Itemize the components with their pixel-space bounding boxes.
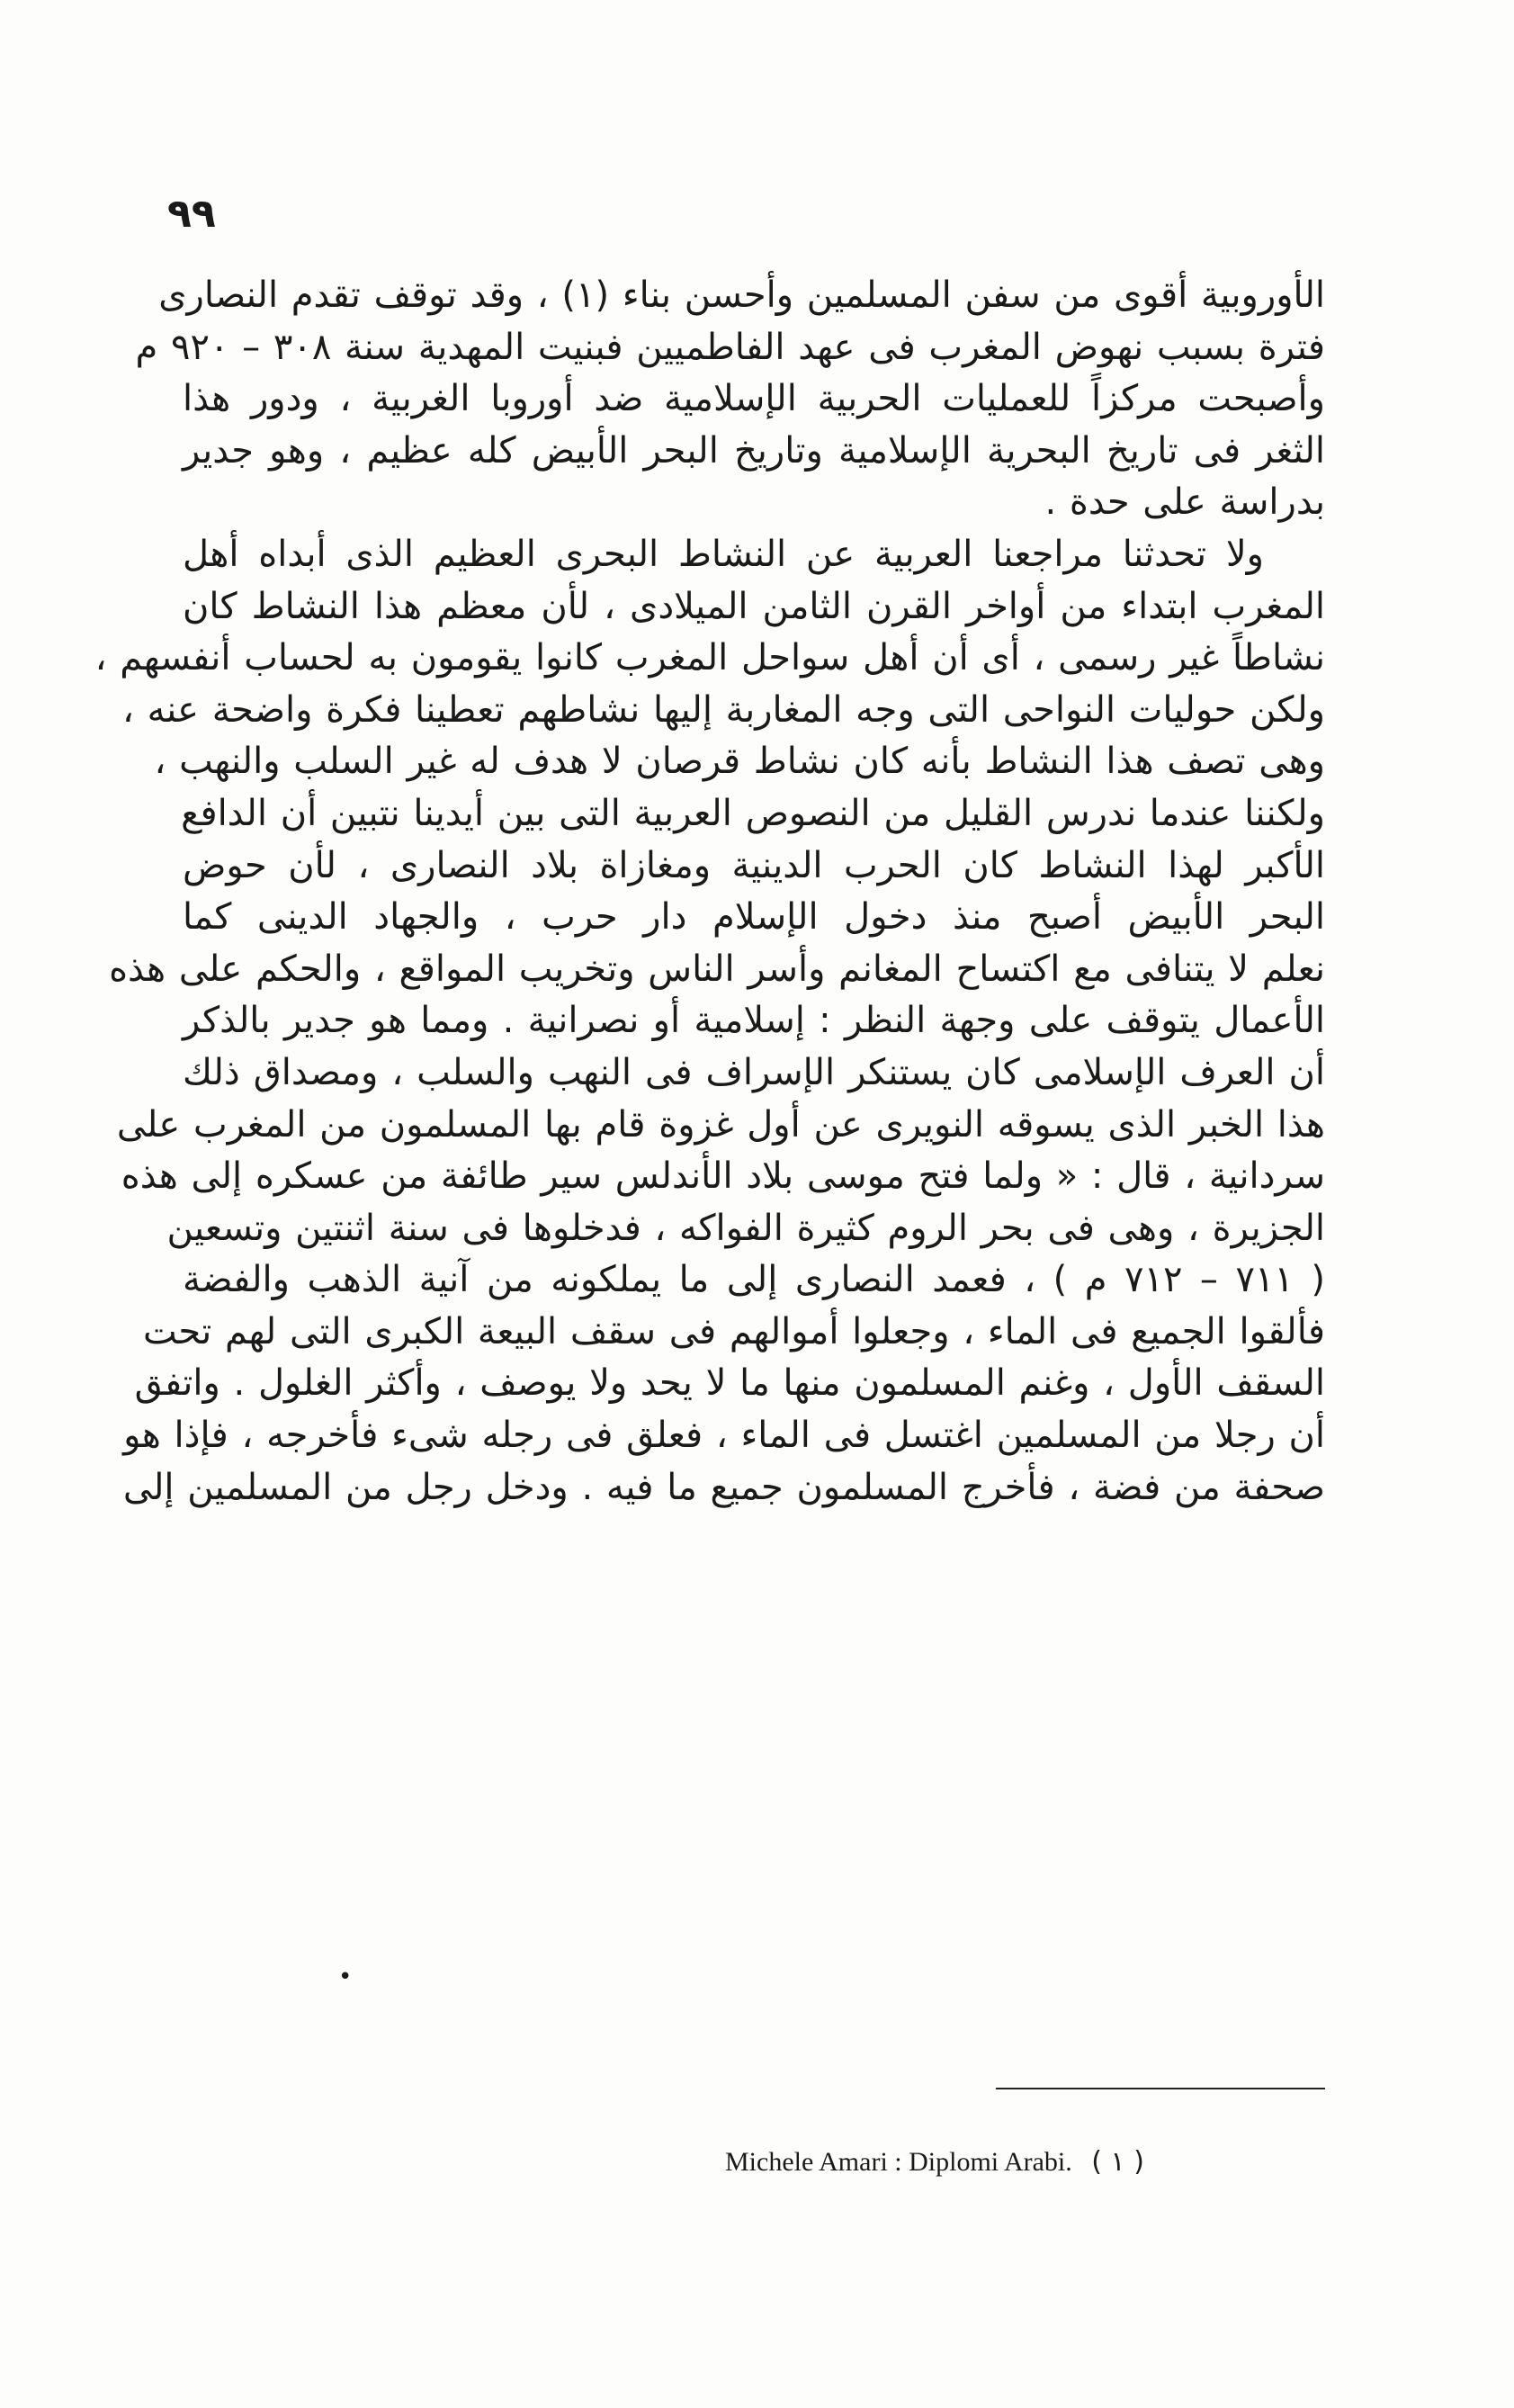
- text-line: أن رجلا من المسلمين اغتسل فى الماء ، فعلق فى رجله شىء فأخرجه ، فإذا هو: [123, 1415, 1325, 1457]
- text-line: السقف الأول ، وغنم المسلمون منها ما لا يحد ولا يوصف ، وأكثر الغلول . واتفق: [134, 1362, 1325, 1405]
- text-line: الثغر فى تاريخ البحرية الإسلامية وتاريخ البحر الأبيض كله عظيم ، وهو جدير: [183, 429, 1325, 472]
- text-line: البحر الأبيض أصبح منذ دخول الإسلام دار حرب ، والجهاد الدينى كما: [183, 896, 1325, 939]
- text-line: نعلم لا يتنافى مع اكتساح المغانم وأسر الناس وتخريب المواقع ، والحكم على هذه: [109, 948, 1325, 990]
- text-line: ( ٧١١ – ٧١٢ م ) ، فعمد النصارى إلى ما يملكونه من آنية الذهب والفضة: [183, 1259, 1325, 1301]
- bottom-mark: •: [338, 1963, 353, 1990]
- text-line: المغرب ابتداء من أواخر القرن الثامن الميلادى ، لأن معظم هذا النشاط كان: [183, 585, 1325, 627]
- text-line: وأصبحت مركزاً للعمليات الحربية الإسلامية ضد أوروبا الغربية ، ودور هذا: [183, 378, 1325, 420]
- text-line: الأكبر لهذا النشاط كان الحرب الدينية ومغازاة بلاد النصارى ، لأن حوض: [183, 844, 1325, 886]
- text-line: نشاطاً غير رسمى ، أى أن أهل سواحل المغرب كانوا يقومون به لحساب أنفسهم ،: [94, 637, 1325, 679]
- text-line: فألقوا الجميع فى الماء ، وجعلوا أموالهم فى سقف البيعة الكبرى التى لهم تحت: [143, 1310, 1325, 1352]
- text-line: ولكن حوليات النواحى التى وجه المغاربة إليها نشاطهم تعطينا فكرة واضحة عنه ،: [122, 688, 1325, 731]
- text-line: الجزيرة ، وهى فى بحر الروم كثيرة الفواكه ، فدخلوها فى سنة اثنتين وتسعين: [166, 1207, 1325, 1249]
- text-line: أن العرف الإسلامى كان يستنكر الإسراف فى النهب والسلب ، ومصداق ذلك: [183, 1051, 1325, 1093]
- text-line: وهى تصف هذا النشاط بأنه كان نشاط قرصان لا هدف له غير السلب والنهب ،: [154, 741, 1325, 783]
- text-line: سردانية ، قال : « ولما فتح موسى بلاد الأندلس سير طائفة من عسكره إلى هذه: [121, 1155, 1325, 1198]
- text-line: الأوروبية أقوى من سفن المسلمين وأحسن بناء (١) ، وقد توقف تقدم النصارى: [158, 274, 1325, 316]
- text-line: الأعمال يتوقف على وجهة النظر : إسلامية أو نصرانية . ومما هو جدير بالذكر: [183, 1000, 1325, 1042]
- text-line: ولا تحدثنا مراجعنا العربية عن النشاط البحرى العظيم الذى أبداه أهل: [183, 533, 1264, 575]
- footnote: [725, 2146, 1144, 2178]
- text-line: بدراسة على حدة .: [1044, 481, 1325, 524]
- text-line: ولكننا عندما ندرس القليل من النصوص العربية التى بين أيدينا نتبين أن الدافع: [181, 792, 1325, 834]
- footnote-text: Michele Amari : Diplomi Arabi.: [725, 2147, 1072, 2177]
- body-text: [94, 270, 1325, 1514]
- text-line: هذا الخبر الذى يسوقه النويرى عن أول غزوة قام بها المسلمون من المغرب على: [116, 1103, 1325, 1146]
- text-line: فترة بسبب نهوض المغرب فى عهد الفاطميين فبنيت المهدية سنة ٣٠٨ – ٩٢٠ م: [135, 326, 1325, 368]
- page-number: ٩٩: [167, 191, 216, 237]
- text-line: صحفة من فضة ، فأخرج المسلمون جميع ما فيه . ودخل رجل من المسلمين إلى: [122, 1466, 1325, 1508]
- footnote-marker: ( ١ ): [1091, 2146, 1144, 2178]
- footnote-divider: [996, 2088, 1325, 2089]
